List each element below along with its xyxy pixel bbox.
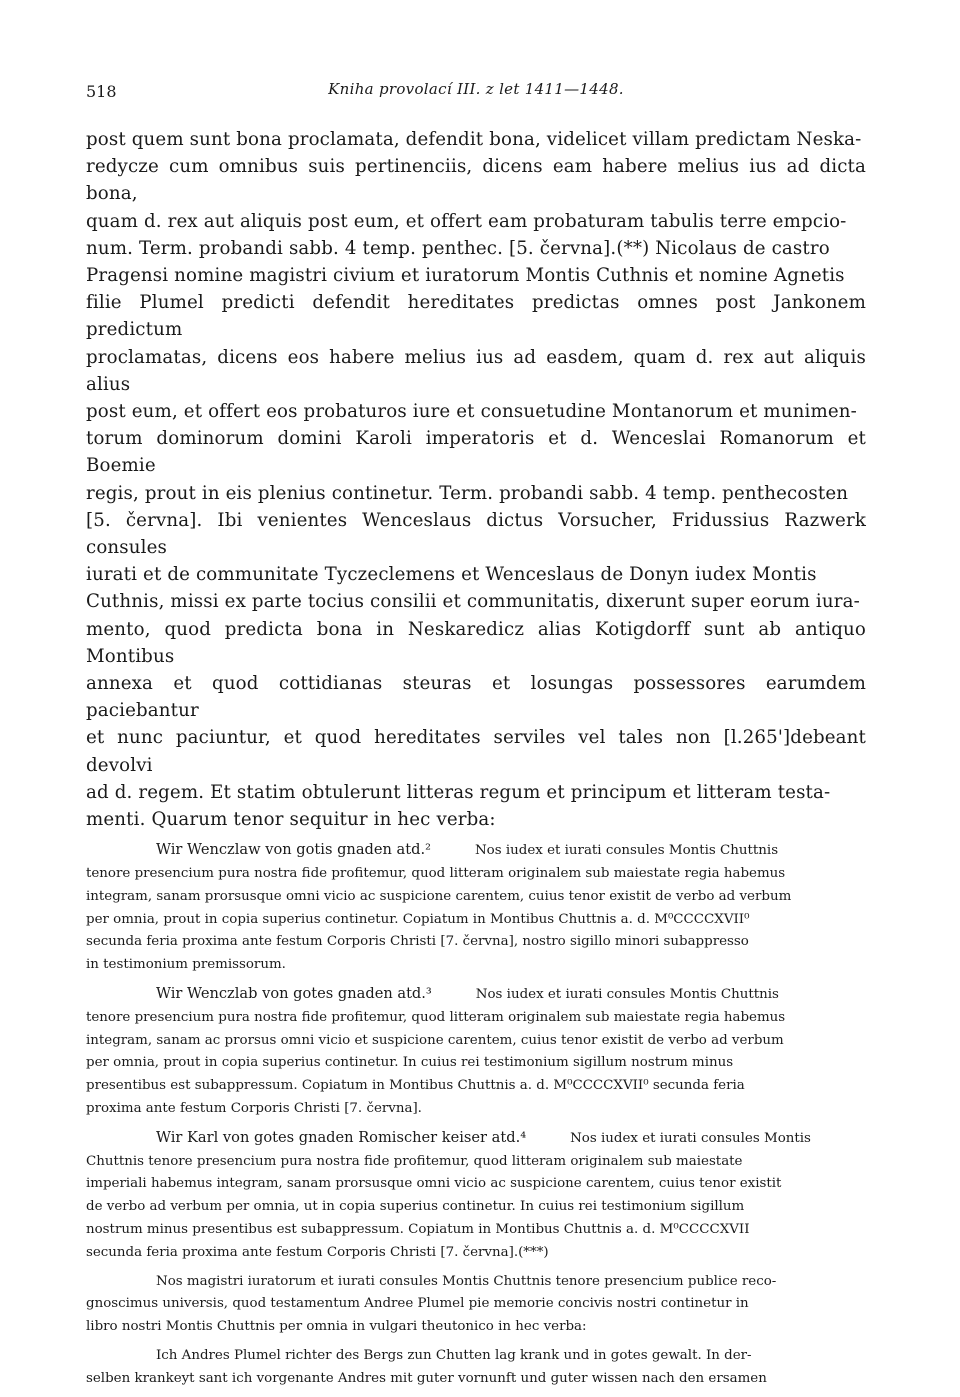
text-line: Pragensi nomine magistri civium et iuratorum Montis Cuthnis et nomine Agnetis (86, 265, 845, 287)
text-line: Nos magistri iuratorum et iurati consules Montis Chuttnis tenore presencium publice reco- (156, 1273, 777, 1289)
charter-karl (86, 1127, 866, 1265)
charter-first-line (86, 983, 866, 1007)
testament-text (86, 1345, 866, 1391)
text-line: quam d. rex aut aliquis post eum, et offert eam probaturam tabulis terre empcio- (86, 210, 847, 232)
text-line: tenore presencium pura nostra fide profitemur, quod litteram originalem sub maiestate regia habemus (86, 1009, 786, 1025)
text-line: Ich Andres Plumel richter des Bergs zun Chutten lag krank und in gotes gewalt. In der- (156, 1348, 752, 1364)
text-line: presentibus est subappressum. Copiatum in Montibus Chuttnis a. d. M⁰CCCCXVII⁰ secunda feria (86, 1078, 745, 1094)
charter-wenczlaw (86, 839, 866, 977)
charter-incipit: Wir Karl von gotes gnaden Romischer keiser atd.⁴ (156, 1128, 527, 1146)
text-line: per omnia, prout in copia superius continetur. In cuius rei testimonium sigillum nostrum minus (86, 1055, 734, 1071)
running-title: Kniha provolací III. z let 1411—1448. (328, 80, 624, 98)
text-line: [5. června]. Ibi venientes Wenceslaus dictus Vorsucher, Fridussius Razwerk consules (86, 509, 866, 559)
text-line: gnoscimus universis, quod testamentum Andree Plumel pie memorie concivis nostri continetur in (86, 1296, 749, 1312)
text-line: secunda feria proxima ante festum Corporis Christi [7. června], nostro sigillo minori subappresso (86, 934, 749, 950)
text-line: selben krankeyt sant ich vorgenante Andres mit guter vornunft und guter wissen nach den ersamen (86, 1370, 767, 1386)
text-line: menti. Quarum tenor sequitur in hec verba: (86, 809, 496, 831)
text-line: integram, sanam ac prorsus omni vicio et suspicione carentem, cuius tenor existit de verbo ad verbum (86, 1032, 784, 1048)
text-line: mento, quod predicta bona in Neskaredicz alias Kotigdorff sunt ab antiquo Montibus (86, 618, 866, 667)
charter-first-line (86, 1127, 866, 1151)
text-line: et nunc paciuntur, et quod hereditates serviles vel tales non [l.265']debeant devolvi (86, 727, 866, 776)
text-line: tenore presencium pura nostra fide profitemur, quod litteram originalem sub maiestate regia habemus (86, 866, 786, 882)
text-line: integram, sanam prorsusque omni vicio ac suspicione carentem, cuius tenor existit de verbo ad verbum (86, 888, 792, 904)
text-line: Nos iudex et iurati consules Montis (570, 1130, 811, 1146)
text-line: post eum, et offert eos probaturos iure et consuetudine Montanorum et munimen- (86, 401, 857, 423)
page-header (86, 72, 866, 106)
text-line: Nos iudex et iurati consules Montis Chuttnis (474, 843, 779, 859)
charter-section (86, 839, 866, 1390)
text-line: redycze cum omnibus suis pertinenciis, dicens eam habere melius ius ad dicta bona, (86, 156, 866, 205)
text-line: secunda feria proxima ante festum Corporis Christi [7. června].(***) (86, 1244, 549, 1260)
text-line: annexa et quod cottidianas steuras et losungas possessores earumdem paciebantur (86, 673, 866, 722)
text-line: nostrum minus presentibus est subappressum. Copiatum in Montibus Chuttnis a. d. M⁰CCCCXVII (86, 1222, 750, 1238)
text-line: Cuthnis, missi ex parte tocius consilii et communitatis, dixerunt super eorum iura- (86, 591, 860, 613)
text-line: proxima ante festum Corporis Christi [7. června]. (86, 1101, 422, 1117)
charter-first-line (86, 839, 866, 863)
text-line: post quem sunt bona proclamata, defendit bona, videlicet villam predictam Neska- (86, 129, 862, 150)
charter-wenczlab (86, 983, 866, 1121)
text-line: ad d. regem. Et statim obtulerunt litteras regum et principum et litteram testa- (86, 781, 831, 803)
text-line: imperiali habemus integram, sanam prorsusque omni vicio ac suspicione carentem, cuius tenor existit (86, 1176, 782, 1192)
text-line: num. Term. probandi sabb. 4 temp. penthec. [5. června].(**) Nicolaus de castro (86, 237, 830, 259)
text-line: iurati et de communitate Tyczeclemens et Wenceslaus de Donyn iudex Montis (86, 564, 817, 586)
text-line: filie Plumel predicti defendit hereditates predictas omnes post Jankonem predictum (86, 292, 866, 341)
text-line: torum dominorum domini Karoli imperatoris et d. Wenceslai Romanorum et Boemie (86, 428, 866, 477)
text-line: per omnia, prout in copia superius continetur. Copiatum in Montibus Chuttnis a. d. M⁰CCCCXVII⁰ (86, 911, 750, 927)
charter-incipit: Wir Wenczlab von gotes gnaden atd.³ (156, 985, 432, 1003)
main-paragraph (86, 126, 866, 833)
page-number: 518 (86, 82, 117, 101)
text-line: Nos iudex et iurati consules Montis Chuttnis (475, 987, 779, 1003)
text-line: Chuttnis tenore presencium pura nostra fide profitemur, quod litteram originalem sub maiestate (86, 1153, 743, 1169)
text-line: proclamatas, dicens eos habere melius ius ad easdem, quam d. rex aut aliquis alius (86, 346, 866, 395)
document-page (86, 72, 866, 1397)
text-line: libro nostri Montis Chuttnis per omnia in vulgari theutonico in hec verba: (86, 1319, 587, 1335)
main-text (86, 126, 866, 833)
text-line: de verbo ad verbum per omnia, ut in copia superius continetur. In cuius rei testimonium sigillum (86, 1199, 745, 1215)
text-line: in testimonium premissorum. (86, 957, 286, 973)
testament-intro (86, 1271, 866, 1339)
text-line: regis, prout in eis plenius continetur. Term. probandi sabb. 4 temp. penthecosten (86, 482, 849, 504)
charter-incipit: Wir Wenczlaw von gotis gnaden atd.² (156, 841, 431, 859)
